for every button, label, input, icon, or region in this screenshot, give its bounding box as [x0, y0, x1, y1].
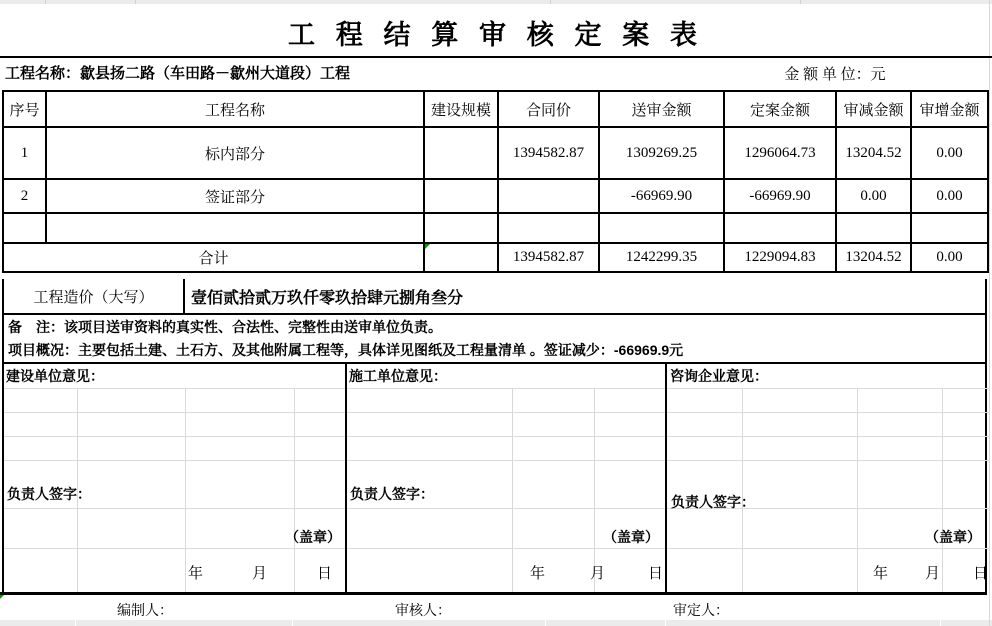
- cell-submitted[interactable]: [599, 213, 724, 243]
- cost-in-words-label: 工程造价（大写）: [4, 279, 185, 313]
- cell-project-name[interactable]: [46, 213, 424, 243]
- gridline: [4, 388, 989, 389]
- gridline: [4, 460, 989, 461]
- column-header-contract-price[interactable]: 合同价: [498, 91, 599, 127]
- cell-total-contract-price[interactable]: 1394582.87: [498, 243, 599, 272]
- seal-label: （盖章）: [603, 529, 659, 545]
- day-label: 日: [648, 566, 664, 582]
- cell-scale[interactable]: [424, 179, 498, 213]
- cell-total-label[interactable]: 合计: [3, 243, 424, 272]
- gridline: [857, 388, 858, 593]
- reviewer-label[interactable]: 审核人：: [395, 604, 451, 619]
- table-row: [3, 127, 988, 179]
- cell-total-submitted[interactable]: 1242299.35: [599, 243, 724, 272]
- gridline: [294, 388, 295, 593]
- seal-label: （盖章）: [285, 529, 341, 545]
- column-header-scale[interactable]: 建设规模: [424, 91, 498, 127]
- cell-contract-price[interactable]: 1394582.87: [498, 127, 599, 179]
- cell-submitted[interactable]: -66969.90: [599, 179, 724, 213]
- cell-submitted[interactable]: 1309269.25: [599, 127, 724, 179]
- section-divider: [345, 362, 347, 593]
- seal-label: （盖章）: [925, 529, 981, 545]
- consulting-enterprise-opinion-label[interactable]: 咨询企业意见：: [670, 368, 768, 384]
- section-divider: [665, 362, 667, 593]
- year-label: 年: [873, 566, 889, 582]
- gridline: [942, 388, 943, 593]
- cell-error-indicator: [425, 244, 430, 249]
- approver-label[interactable]: 审定人：: [673, 604, 729, 619]
- day-label: 日: [317, 566, 333, 582]
- month-label: 月: [925, 566, 941, 582]
- column-header-project-name[interactable]: 工程名称: [46, 91, 424, 127]
- cell-total-reduced[interactable]: 13204.52: [836, 243, 911, 272]
- outside-area-top: [0, 0, 992, 4]
- year-label: 年: [188, 566, 204, 582]
- gridline: [4, 508, 989, 509]
- remark-note: 备 注：该项目送审资料的真实性、合法性、完整性由送审单位负责。: [8, 319, 442, 335]
- cell-finalized[interactable]: -66969.90: [724, 179, 836, 213]
- notes-box[interactable]: [2, 313, 987, 364]
- cell-reduced[interactable]: 0.00: [836, 179, 911, 213]
- construction-unit-opinion-label[interactable]: 建设单位意见：: [6, 368, 104, 384]
- gridline: [742, 388, 743, 593]
- column-header-serial[interactable]: 序号: [3, 91, 46, 127]
- table-header-row: [3, 91, 988, 127]
- cell-reduced[interactable]: [836, 213, 911, 243]
- outside-area-bottom: [0, 620, 992, 626]
- column-header-reduced-amount[interactable]: 审减金额: [836, 91, 911, 127]
- cell-serial[interactable]: 1: [3, 127, 46, 179]
- cell-total-increased[interactable]: 0.00: [911, 243, 988, 272]
- cell-increased[interactable]: [911, 213, 988, 243]
- preparer-label[interactable]: 编制人：: [117, 604, 173, 619]
- divider-line: [0, 56, 992, 58]
- cell-reduced[interactable]: 13204.52: [836, 127, 911, 179]
- gridline: [185, 388, 186, 593]
- cell-scale[interactable]: [424, 213, 498, 243]
- year-label: 年: [530, 566, 546, 582]
- cell-project-name[interactable]: 标内部分: [46, 127, 424, 179]
- gridline: [4, 436, 989, 437]
- gridline: [292, 620, 293, 626]
- column-header-finalized-amount[interactable]: 定案金额: [724, 91, 836, 127]
- table-total-row: [3, 243, 988, 272]
- cell-contract-price[interactable]: [498, 179, 599, 213]
- project-name-label: 工程名称：歙县扬二路（车田路－歙州大道段）工程: [5, 66, 351, 82]
- cell-total-finalized[interactable]: 1229094.83: [724, 243, 836, 272]
- signer-label: 负责人签字：: [350, 486, 434, 502]
- day-label: 日: [973, 566, 989, 582]
- gridline: [75, 620, 76, 626]
- cost-in-words-value[interactable]: 壹佰贰拾贰万玖仟零玖拾肆元捌角叁分: [191, 289, 464, 307]
- contractor-unit-opinion-label[interactable]: 施工单位意见：: [349, 368, 447, 384]
- settlement-table: [2, 90, 989, 273]
- gridline: [45, 0, 46, 4]
- gridline: [4, 548, 989, 549]
- month-label: 月: [252, 566, 268, 582]
- gridline: [545, 620, 546, 626]
- cost-in-words-row: [2, 279, 987, 315]
- cell-scale[interactable]: [424, 127, 498, 179]
- gridline: [4, 412, 989, 413]
- gridline: [940, 620, 941, 626]
- gridline: [800, 0, 801, 4]
- project-overview-note: 项目概况：主要包括土建、土石方、及其他附属工程等，具体详见图纸及工程量清单 。签证减少：-66969.9元: [8, 342, 684, 358]
- cell-finalized[interactable]: [724, 213, 836, 243]
- cell-project-name[interactable]: 签证部分: [46, 179, 424, 213]
- gridline: [665, 620, 666, 626]
- cell-finalized[interactable]: 1296064.73: [724, 127, 836, 179]
- cell-contract-price[interactable]: [498, 213, 599, 243]
- opinion-sections: [2, 362, 987, 593]
- signer-label: 负责人签字：: [7, 486, 91, 502]
- amount-unit-label: 金 额 单 位：元: [784, 67, 886, 83]
- cell-serial[interactable]: [3, 213, 46, 243]
- cell-increased[interactable]: 0.00: [911, 127, 988, 179]
- table-row: [3, 179, 988, 213]
- gridline: [550, 0, 551, 4]
- cell-serial[interactable]: 2: [3, 179, 46, 213]
- gridline: [135, 0, 136, 4]
- table-row-empty: [3, 213, 988, 243]
- footer-divider-line: [0, 592, 987, 595]
- column-header-submitted-amount[interactable]: 送审金额: [599, 91, 724, 127]
- page-title: 工 程 结 算 审 核 定 案 表: [288, 20, 704, 50]
- month-label: 月: [590, 566, 606, 582]
- cell-error-indicator: [0, 595, 4, 599]
- gridline: [512, 388, 513, 593]
- column-header-increased-amount[interactable]: 审增金额: [911, 91, 988, 127]
- cell-increased[interactable]: 0.00: [911, 179, 988, 213]
- signer-label: 负责人签字：: [671, 494, 755, 510]
- cell-total-scale[interactable]: [424, 243, 498, 272]
- gridline-right-edge: [989, 0, 990, 626]
